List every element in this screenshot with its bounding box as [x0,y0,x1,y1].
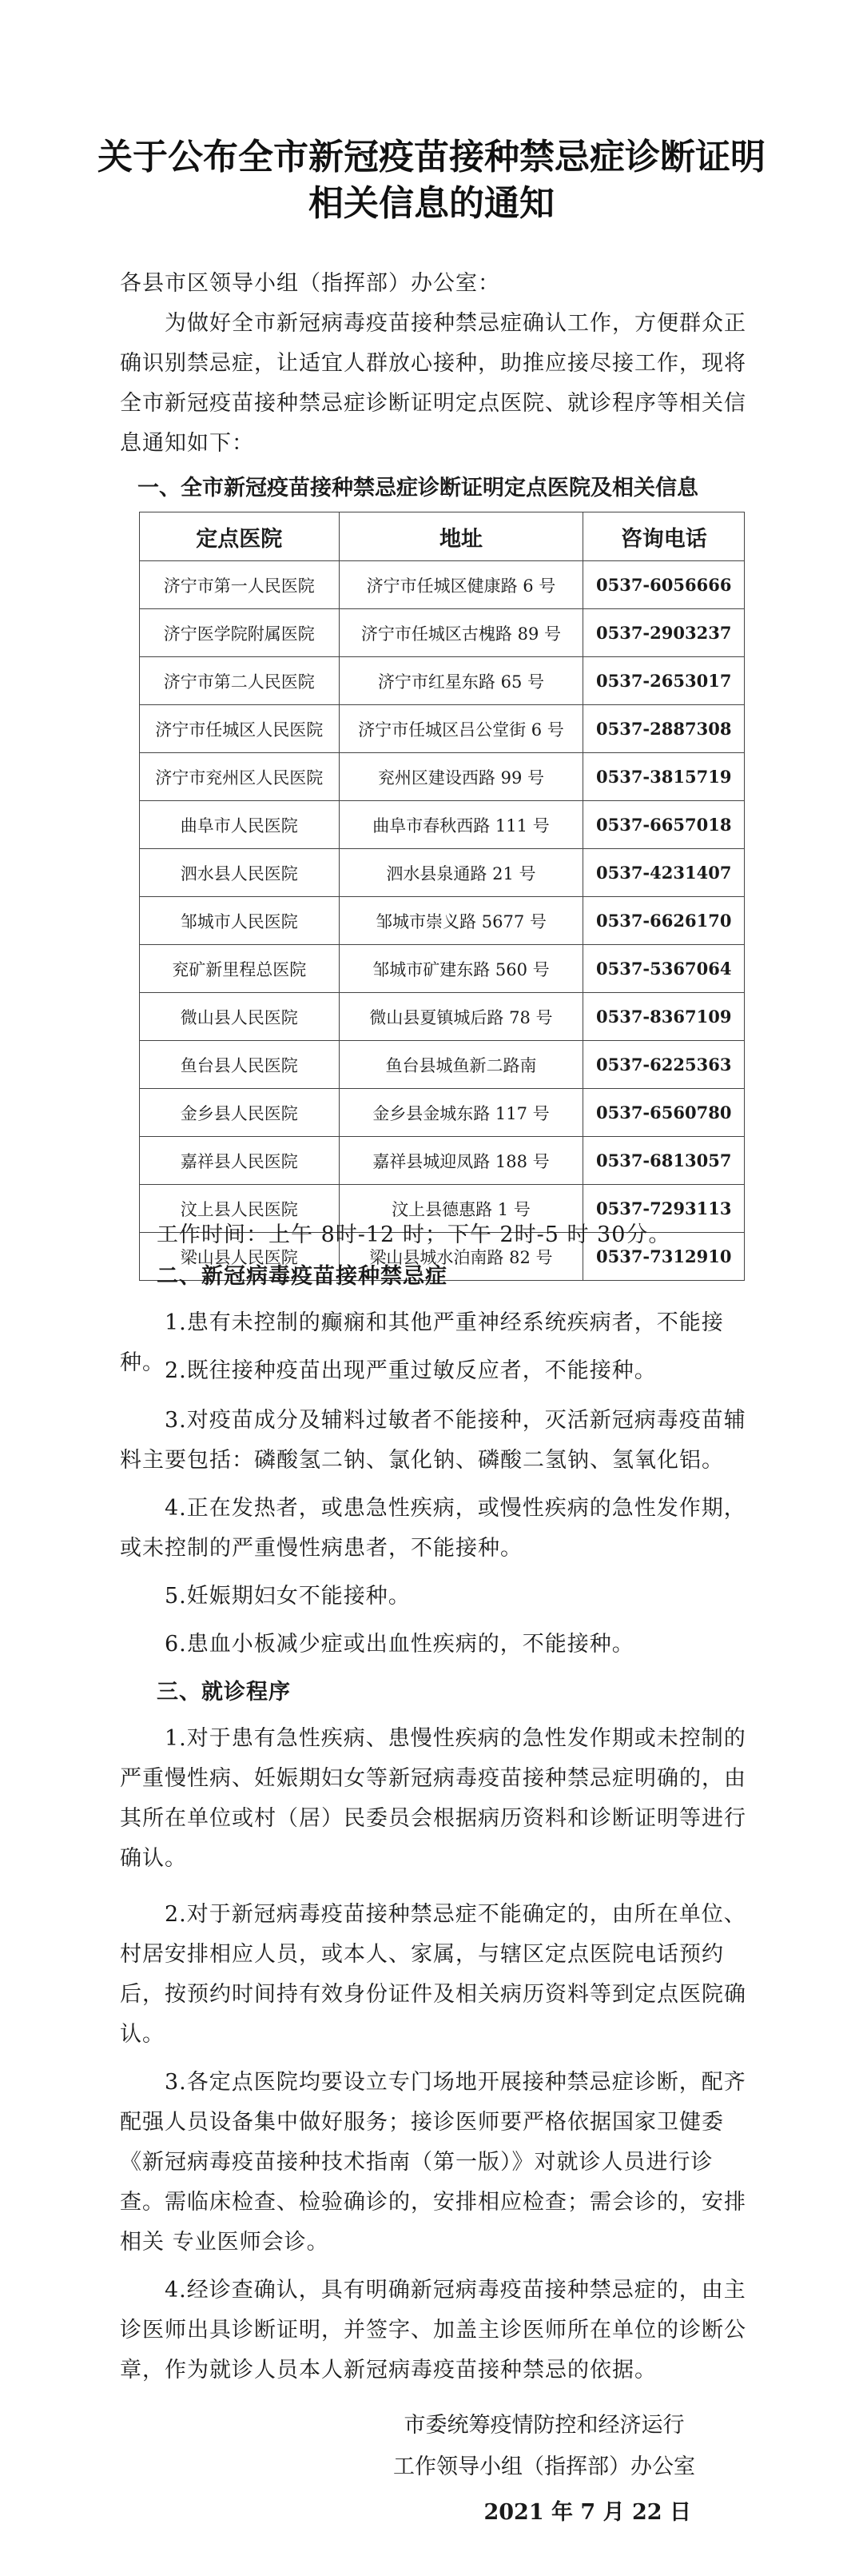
table-row [140,753,745,801]
cell-phone: 0537-6560780 [583,1089,745,1137]
cell-address: 金乡县金城东路 117 号 [339,1089,583,1137]
col-header-address: 地址 [339,512,583,561]
col-header-hospital: 定点医院 [140,512,340,561]
document-title [0,134,863,227]
table-row [140,657,745,705]
cell-phone: 0537-5367064 [583,945,745,993]
cell-hospital: 金乡县人民医院 [140,1089,340,1137]
cell-address: 汶上县德惠路 1 号 [339,1185,583,1233]
issuer-signature [393,2405,695,2488]
table-header-row [140,512,745,561]
table-row [140,609,745,657]
issue-date: 2021 年 7 月 22 日 [483,2500,691,2525]
cell-address: 泗水县泉通路 21 号 [339,849,583,897]
table-row [140,993,745,1041]
cell-phone: 0537-7293113 [583,1185,745,1233]
title-line-2: 相关信息的通知 [308,183,555,224]
cell-phone: 0537-6813057 [583,1137,745,1185]
table-row [140,945,745,993]
cell-hospital: 济宁市任城区人民医院 [140,705,340,753]
table-row [140,897,745,945]
cell-hospital: 曲阜市人民医院 [140,801,340,849]
cell-address: 邹城市矿建东路 560 号 [339,945,583,993]
hospital-table-body [140,561,745,1281]
contra-item-2: 2.既往接种疫苗出现严重过敏反应者，不能接种。 [165,1358,657,1383]
cell-address: 曲阜市春秋西路 111 号 [339,801,583,849]
cell-phone: 0537-2903237 [583,609,745,657]
cell-address: 鱼台县城鱼新二路南 [339,1041,583,1089]
contra-item-1: 1.患有未控制的癫痫和其他严重神经系统疾病者，不能接种。 [120,1310,724,1375]
cell-hospital: 济宁市兖州区人民医院 [140,753,340,801]
procedure-item-4: 4.经诊查确认，具有明确新冠病毒疫苗接种禁忌症的，由主诊医师出具诊断证明，并签字、加盖主诊医师所在单位的诊断公章，作为就诊人员本人新冠病毒疫苗接种禁忌的依据。 [120,2278,746,2383]
issuer-line-2: 工作领导小组（指挥部）办公室 [393,2454,695,2479]
cell-hospital: 济宁市第二人民医院 [140,657,340,705]
title-line-1: 关于公布全市新冠疫苗接种禁忌症诊断证明 [97,137,766,177]
cell-hospital: 汶上县人民医院 [140,1185,340,1233]
cell-address: 嘉祥县城迎凤路 188 号 [339,1137,583,1185]
cell-hospital: 泗水县人民医院 [140,849,340,897]
col-header-phone: 咨询电话 [583,512,745,561]
cell-hospital: 济宁市第一人民医院 [140,561,340,609]
cell-address: 邹城市崇义路 5677 号 [339,897,583,945]
issuer-line-1: 市委统筹疫情防控和经济运行 [404,2413,685,2438]
table-row [140,849,745,897]
procedure-item-3: 3.各定点医院均要设立专门场地开展接种禁忌症诊断，配齐配强人员设备集中做好服务；接诊医师要严格依据国家卫健委《新冠病毒疫苗接种技术指南（第一版）》对就诊人员进行诊查。需临床检查、检验确诊的，安排相应检查；需会诊的，安排相关 专业医师会诊。 [120,2070,746,2255]
hospital-table [139,512,745,1281]
cell-address: 济宁市任城区古槐路 89 号 [339,609,583,657]
cell-address: 梁山县城水泊南路 82 号 [339,1233,583,1281]
contra-item-5: 5.妊娠期妇女不能接种。 [165,1584,411,1609]
cell-phone: 0537-2653017 [583,657,745,705]
table-row [140,801,745,849]
cell-hospital: 梁山县人民医院 [140,1233,340,1281]
table-row [140,705,745,753]
section-1-heading: 一、全市新冠疫苗接种禁忌症诊断证明定点医院及相关信息 [137,476,698,500]
table-row [140,1041,745,1089]
cell-phone: 0537-4231407 [583,849,745,897]
cell-phone: 0537-6657018 [583,801,745,849]
intro-paragraph: 为做好全市新冠病毒疫苗接种禁忌症确认工作，方便群众正确识别禁忌症，让适宜人群放心接种，助推应接尽接工作，现将全市新冠疫苗接种禁忌症诊断证明定点医院、就诊程序等相关信息通知如下： [120,311,746,456]
working-hours: 工作时间：上午 8时-12 时；下午 2时-5 时 30分。 [157,1222,671,1247]
cell-phone: 0537-3815719 [583,753,745,801]
section-2-heading: 二、新冠病毒疫苗接种禁忌症 [157,1264,447,1289]
cell-hospital: 微山县人民医院 [140,993,340,1041]
salutation: 各县市区领导小组（指挥部）办公室： [120,271,500,296]
cell-address: 微山县夏镇城后路 78 号 [339,993,583,1041]
cell-phone: 0537-8367109 [583,993,745,1041]
cell-phone: 0537-7312910 [583,1233,745,1281]
procedure-item-1: 1.对于患有急性疾病、患慢性疾病的急性发作期或未控制的严重慢性病、妊娠期妇女等新冠病毒疫苗接种禁忌症明确的，由其所在单位或村（居）民委员会根据病历资料和诊断证明等进行确认。 [120,1726,746,1871]
cell-phone: 0537-6225363 [583,1041,745,1089]
contra-item-3: 3.对疫苗成分及辅料过敏者不能接种，灭活新冠病毒疫苗辅料主要包括：磷酸氢二钠、氯化钠、磷酸二氢钠、氢氧化铝。 [120,1408,746,1473]
cell-address: 济宁市任城区吕公堂街 6 号 [339,705,583,753]
cell-address: 济宁市任城区健康路 6 号 [339,561,583,609]
table-row [140,1137,745,1185]
table-row [140,1089,745,1137]
cell-hospital: 济宁医学院附属医院 [140,609,340,657]
cell-phone: 0537-2887308 [583,705,745,753]
contra-item-4: 4.正在发热者，或患急性疾病，或慢性疾病的急性发作期，或未控制的严重慢性病患者，不能接种。 [120,1496,746,1561]
table-row [140,561,745,609]
cell-hospital: 鱼台县人民医院 [140,1041,340,1089]
procedure-item-2: 2.对于新冠病毒疫苗接种禁忌症不能确定的，由所在单位、村居安排相应人员，或本人、家属，与辖区定点医院电话预约后，按预约时间持有效身份证件及相关病历资料等到定点医院确认。 [120,1902,746,2047]
cell-phone: 0537-6626170 [583,897,745,945]
cell-phone: 0537-6056666 [583,561,745,609]
cell-hospital: 嘉祥县人民医院 [140,1137,340,1185]
section-3-heading: 三、就诊程序 [157,1680,291,1705]
cell-hospital: 兖矿新里程总医院 [140,945,340,993]
cell-hospital: 邹城市人民医院 [140,897,340,945]
cell-address: 兖州区建设西路 99 号 [339,753,583,801]
contra-item-6: 6.患血小板减少症或出血性疾病的，不能接种。 [165,1632,634,1657]
cell-address: 济宁市红星东路 65 号 [339,657,583,705]
